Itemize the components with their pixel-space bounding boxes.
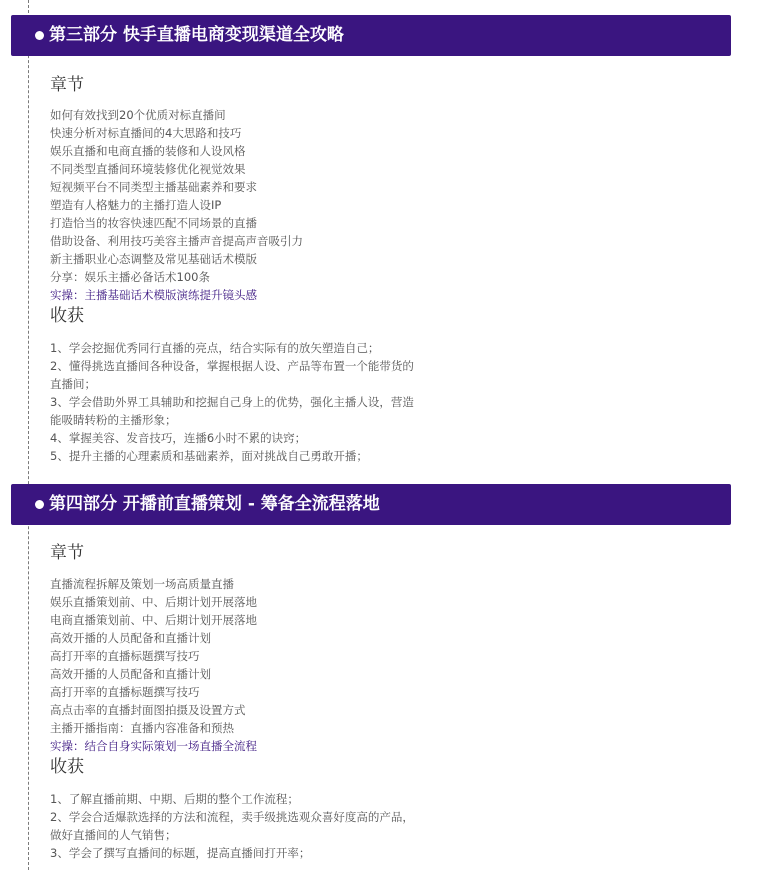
chapter-item: 电商直播策划前、中、后期计划开展落地 xyxy=(50,613,257,627)
chapter-item: 高效开播的人员配备和直播计划 xyxy=(50,631,211,645)
chapter-list xyxy=(50,575,257,755)
section-header xyxy=(11,15,731,56)
chapters-heading: 章节 xyxy=(50,75,84,95)
gain-item: 3、学会借助外界工具辅助和挖掘自己身上的优势，强化主播人设，营造能吸睛转粉的主播形象； xyxy=(50,395,414,427)
chapter-list xyxy=(50,106,303,304)
chapter-item: 短视频平台不同类型主播基础素养和要求 xyxy=(50,180,257,194)
gain-item: 4、掌握美容、发音技巧，连播6小时不累的诀窍； xyxy=(50,431,307,445)
chapter-item: 如何有效找到20个优质对标直播间 xyxy=(50,108,226,122)
section-title: 第四部分 开播前直播策划 - 筹备全流程落地 xyxy=(49,494,380,514)
gain-item: 2、懂得挑选直播间各种设备，掌握根据人设、产品等布置一个能带货的直播间； xyxy=(50,359,414,391)
bullet-dot-icon xyxy=(35,500,44,509)
gains-heading: 收获 xyxy=(50,306,84,326)
chapter-item: 直播流程拆解及策划一场高质量直播 xyxy=(50,577,234,591)
chapter-item: 高打开率的直播标题撰写技巧 xyxy=(50,685,200,699)
gains-heading: 收获 xyxy=(50,757,84,777)
chapter-item: 娱乐直播和电商直播的装修和人设风格 xyxy=(50,144,246,158)
chapter-item: 打造恰当的妆容快速匹配不同场景的直播 xyxy=(50,216,257,230)
bullet-dot-icon xyxy=(35,31,44,40)
gain-list xyxy=(50,339,422,465)
chapter-item: 分享：娱乐主播必备话术100条 xyxy=(50,270,210,284)
chapter-item: 塑造有人格魅力的主播打造人设IP xyxy=(50,198,222,212)
gain-list xyxy=(50,790,422,862)
chapter-item: 主播开播指南：直播内容准备和预热 xyxy=(50,721,234,735)
chapter-item: 快速分析对标直播间的4大思路和技巧 xyxy=(50,126,242,140)
chapter-item: 娱乐直播策划前、中、后期计划开展落地 xyxy=(50,595,257,609)
chapter-item: 高打开率的直播标题撰写技巧 xyxy=(50,649,200,663)
chapters-heading: 章节 xyxy=(50,543,84,563)
section-title: 第三部分 快手直播电商变现渠道全攻略 xyxy=(49,25,344,45)
gain-item: 1、学会挖掘优秀同行直播的亮点，结合实际有的放矢塑造自己； xyxy=(50,341,380,355)
chapter-item-practice: 实操：结合自身实际策划一场直播全流程 xyxy=(50,739,257,753)
gain-item: 2、学会合适爆款选择的方法和流程，卖手级挑选观众喜好度高的产品，做好直播间的人气销售； xyxy=(50,810,414,842)
chapter-item: 新主播职业心态调整及常见基础话术模版 xyxy=(50,252,257,266)
section-header xyxy=(11,484,731,525)
chapter-item-practice: 实操：主播基础话术模版演练提升镜头感 xyxy=(50,288,257,302)
chapter-item: 高效开播的人员配备和直播计划 xyxy=(50,667,211,681)
timeline-dashed-line xyxy=(28,0,29,870)
gain-item: 1、了解直播前期、中期、后期的整个工作流程； xyxy=(50,792,299,806)
chapter-item: 不同类型直播间环境装修优化视觉效果 xyxy=(50,162,246,176)
gain-item: 3、学会了撰写直播间的标题，提高直播间打开率； xyxy=(50,846,311,860)
gain-item: 5、提升主播的心理素质和基础素养，面对挑战自己勇敢开播； xyxy=(50,449,368,463)
chapter-item: 高点击率的直播封面图拍摄及设置方式 xyxy=(50,703,246,717)
chapter-item: 借助设备、利用技巧美容主播声音提高声音吸引力 xyxy=(50,234,303,248)
